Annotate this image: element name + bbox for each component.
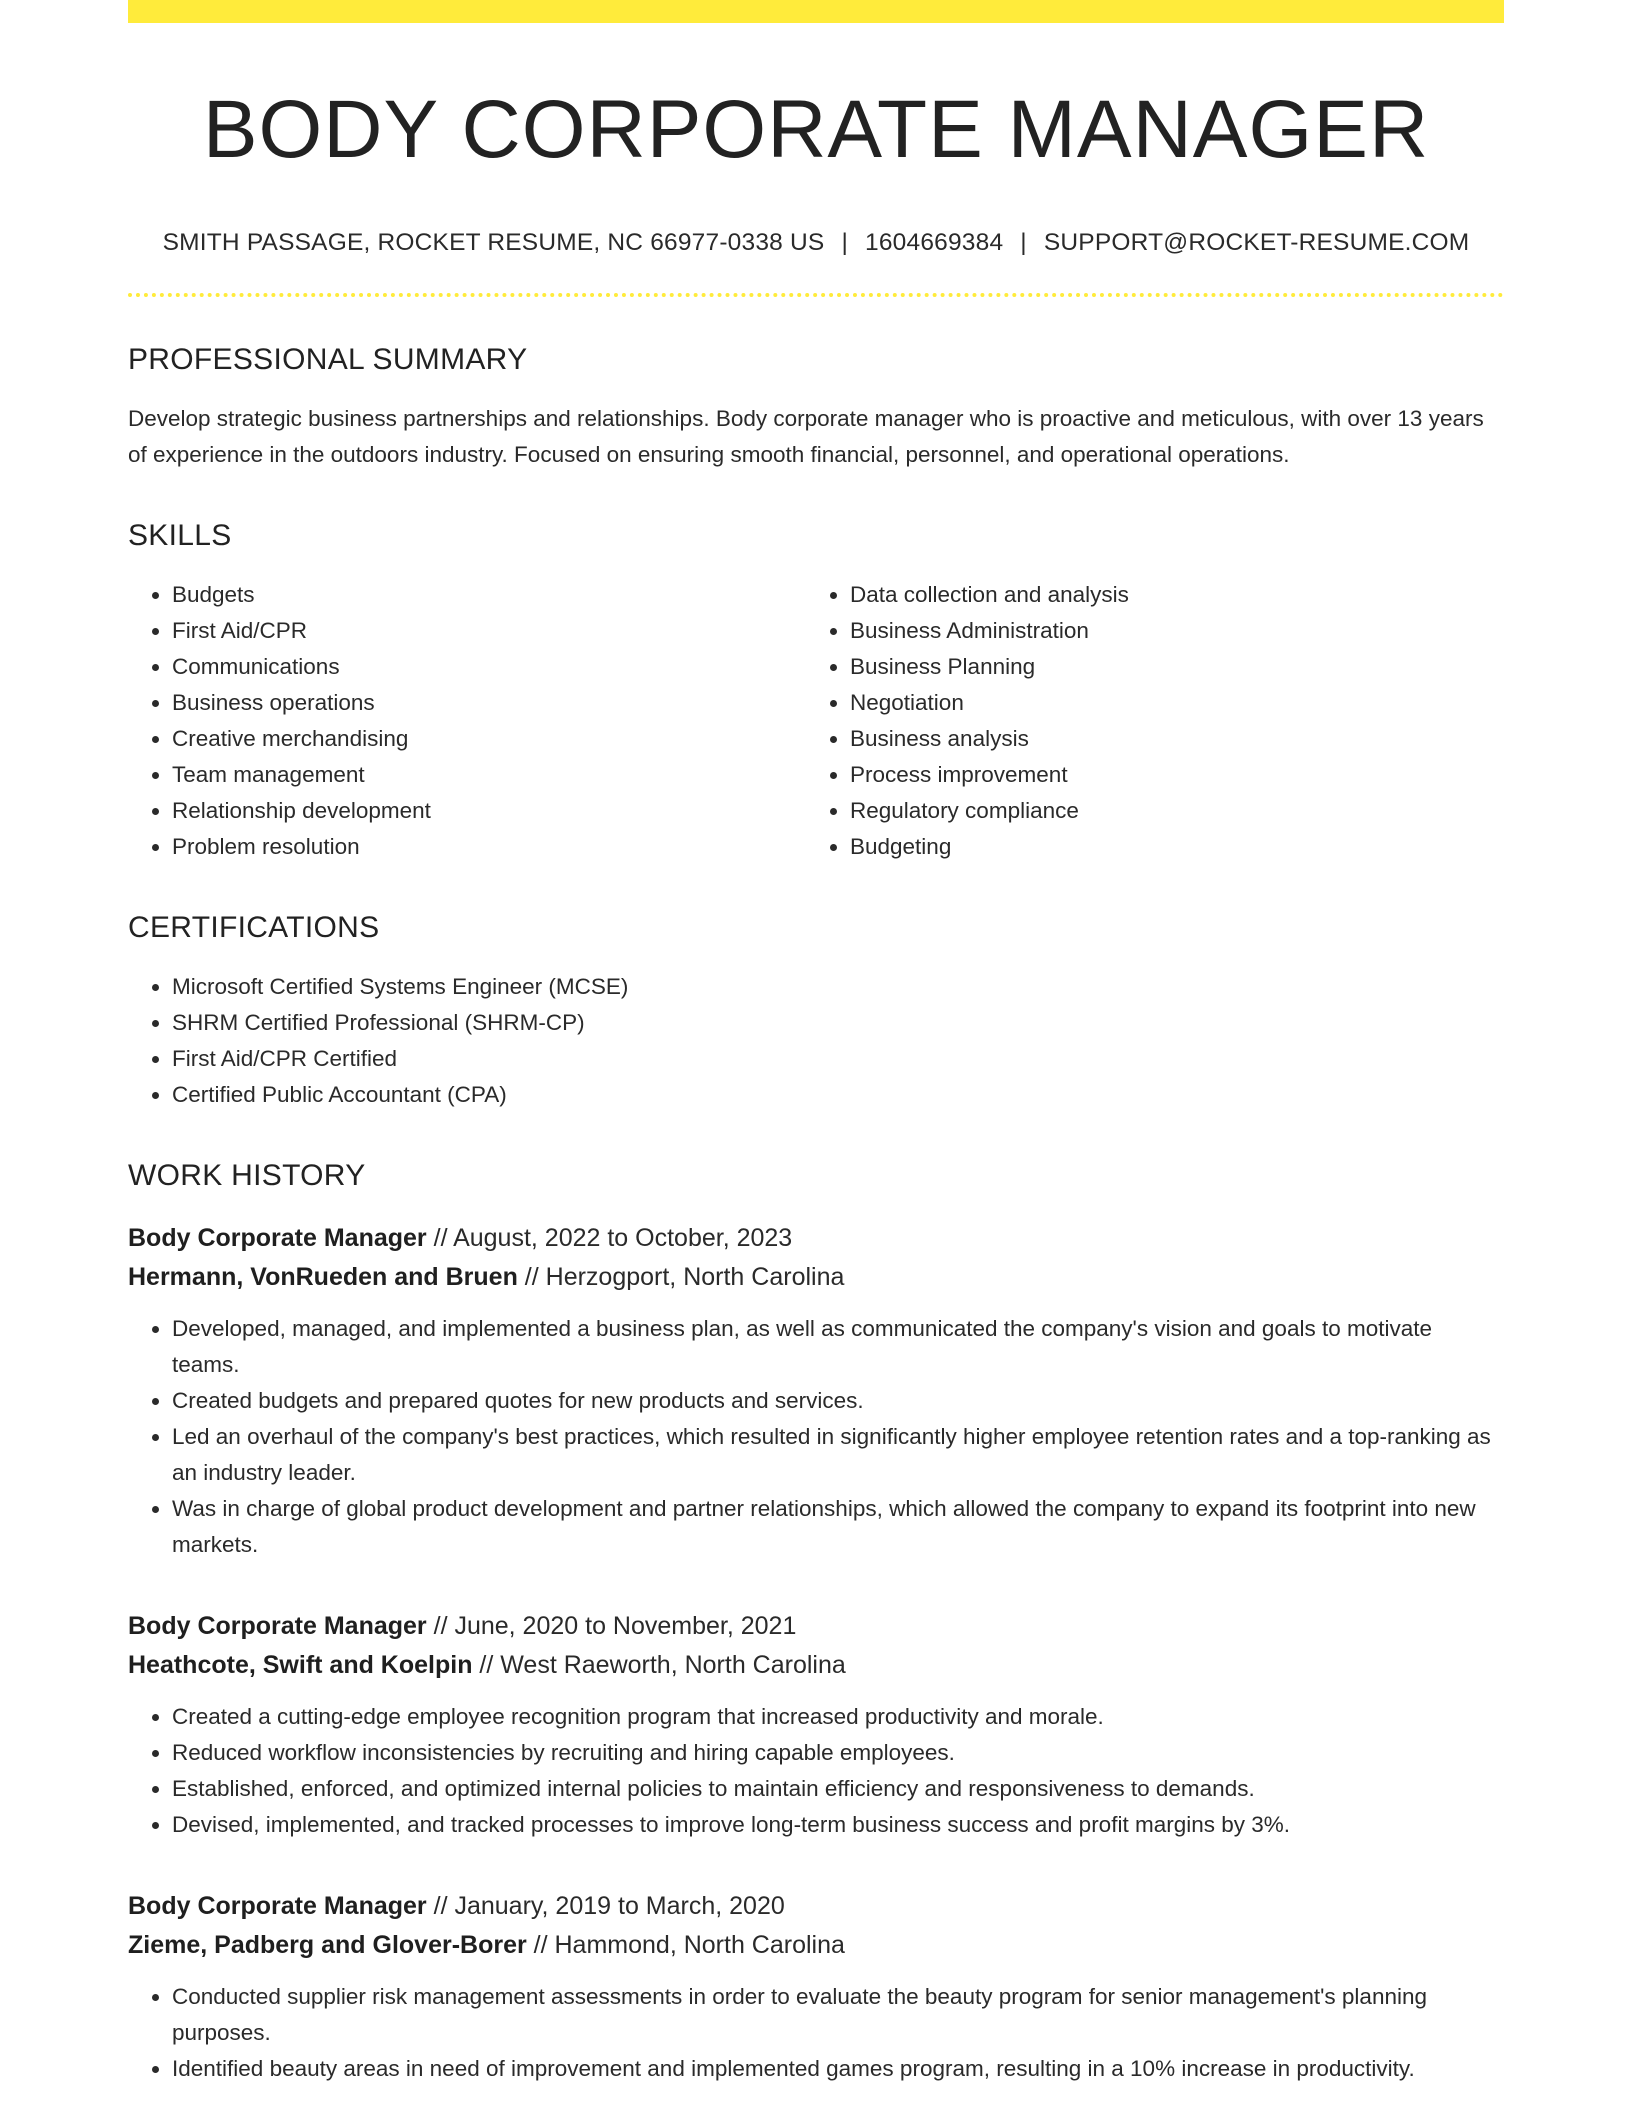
- job-entry: [128, 1887, 1504, 2087]
- job-role: Body Corporate Manager: [128, 1892, 427, 1921]
- job-bullets: [128, 1699, 1504, 1843]
- job-entry: [128, 1607, 1504, 1843]
- certification-item: • Certified Public Accountant (CPA): [172, 1077, 1504, 1113]
- job-dates: // January, 2019 to March, 2020: [426, 1892, 785, 1921]
- dotted-divider: [128, 293, 1504, 297]
- job-company-line: [128, 1258, 1504, 1297]
- job-bullet: • Created budgets and prepared quotes for new products and services.: [172, 1383, 1504, 1419]
- contact-separator: |: [1020, 229, 1027, 257]
- job-company: Hermann, VonRueden and Bruen: [128, 1263, 518, 1292]
- job-location: // Hammond, North Carolina: [526, 1931, 845, 1960]
- contact-email: SUPPORT@ROCKET-RESUME.COM: [1043, 229, 1470, 257]
- contact-line: [128, 229, 1504, 257]
- professional-summary-section: [128, 343, 1504, 473]
- skill-item: • Regulatory compliance: [850, 793, 1484, 829]
- certification-item: • Microsoft Certified Systems Engineer (MCSE): [172, 969, 1504, 1005]
- section-title-work-history: WORK HISTORY: [128, 1159, 366, 1193]
- job-company-line: [128, 1646, 1504, 1685]
- job-location: // Herzogport, North Carolina: [517, 1263, 845, 1292]
- job-bullet: • Created a cutting-edge employee recognition program that increased productivity and morale.: [172, 1699, 1504, 1735]
- skill-item: • Business operations: [172, 685, 806, 721]
- job-bullet: • Established, enforced, and optimized internal policies to maintain efficiency and responsiveness to demands.: [172, 1771, 1504, 1807]
- certifications-section: [128, 911, 1504, 1113]
- job-bullets: [128, 1311, 1504, 1563]
- job-bullet: • Developed, managed, and implemented a business plan, as well as communicated the company's vision and goals to motivate teams.: [172, 1311, 1504, 1383]
- accent-top-bar: [128, 0, 1504, 23]
- skill-item: • Business Administration: [850, 613, 1484, 649]
- job-company-line: [128, 1926, 1504, 1965]
- resume-title: BODY CORPORATE MANAGER: [202, 84, 1430, 175]
- skill-item: • Negotiation: [850, 685, 1484, 721]
- job-entry: [128, 1219, 1504, 1563]
- skill-item: • Relationship development: [172, 793, 806, 829]
- job-location: // West Raeworth, North Carolina: [472, 1651, 846, 1680]
- skills-list-left: [128, 577, 806, 865]
- job-role-line: [128, 1887, 1504, 1926]
- skill-item: • Business analysis: [850, 721, 1484, 757]
- skill-item: • First Aid/CPR: [172, 613, 806, 649]
- skill-item: • Problem resolution: [172, 829, 806, 865]
- skill-item: • Budgets: [172, 577, 806, 613]
- skill-item: • Budgeting: [850, 829, 1484, 865]
- skill-item: • Data collection and analysis: [850, 577, 1484, 613]
- job-bullet: • Led an overhaul of the company's best practices, which resulted in significantly higher employee retention rates and a top-ranking as an industry leader.: [172, 1419, 1504, 1491]
- job-role-line: [128, 1607, 1504, 1646]
- skill-item: • Communications: [172, 649, 806, 685]
- job-bullet: • Reduced workflow inconsistencies by recruiting and hiring capable employees.: [172, 1735, 1504, 1771]
- job-role: Body Corporate Manager: [128, 1612, 427, 1641]
- job-dates: // June, 2020 to November, 2021: [426, 1612, 797, 1641]
- resume-page: [128, 0, 1504, 2087]
- job-bullet: • Was in charge of global product development and partner relationships, which allowed the company to expand its footprint into new markets.: [172, 1491, 1504, 1563]
- contact-separator: |: [841, 229, 849, 257]
- job-bullets: [128, 1979, 1504, 2087]
- skill-item: • Team management: [172, 757, 806, 793]
- section-title-skills: SKILLS: [128, 519, 232, 553]
- contact-phone: 1604669384: [865, 229, 1004, 257]
- job-bullet: • Identified beauty areas in need of improvement and implemented games program, resulting in a 10% increase in productivity.: [172, 2051, 1504, 2087]
- job-role-line: [128, 1219, 1504, 1258]
- skill-item: • Creative merchandising: [172, 721, 806, 757]
- certification-item: • First Aid/CPR Certified: [172, 1041, 1504, 1077]
- certification-item: • SHRM Certified Professional (SHRM-CP): [172, 1005, 1504, 1041]
- work-history-section: [128, 1159, 1504, 2087]
- section-title-certifications: CERTIFICATIONS: [128, 911, 380, 945]
- skill-item: • Business Planning: [850, 649, 1484, 685]
- job-company: Zieme, Padberg and Glover-Borer: [128, 1931, 527, 1960]
- job-bullet: • Conducted supplier risk management assessments in order to evaluate the beauty program for senior management's planning purposes.: [172, 1979, 1504, 2051]
- section-title-summary: PROFESSIONAL SUMMARY: [128, 343, 528, 377]
- job-role: Body Corporate Manager: [128, 1224, 427, 1253]
- certifications-list: [128, 969, 1504, 1113]
- job-bullet: • Devised, implemented, and tracked processes to improve long-term business success and profit margins by 3%.: [172, 1807, 1504, 1843]
- skills-grid: [128, 577, 1504, 865]
- contact-address: SMITH PASSAGE, ROCKET RESUME, NC 66977-0338 US: [162, 229, 825, 257]
- job-dates: // August, 2022 to October, 2023: [426, 1224, 793, 1253]
- job-company: Heathcote, Swift and Koelpin: [128, 1651, 473, 1680]
- skills-section: [128, 519, 1504, 865]
- summary-text: Develop strategic business partnerships and relationships. Body corporate manager who is proactive and meticulous, with over 13 years of experience in the outdoors industry. Focused on ensuring smooth financial, personnel, and operational operations.: [128, 406, 1484, 468]
- skill-item: • Process improvement: [850, 757, 1484, 793]
- skills-list-right: [806, 577, 1484, 865]
